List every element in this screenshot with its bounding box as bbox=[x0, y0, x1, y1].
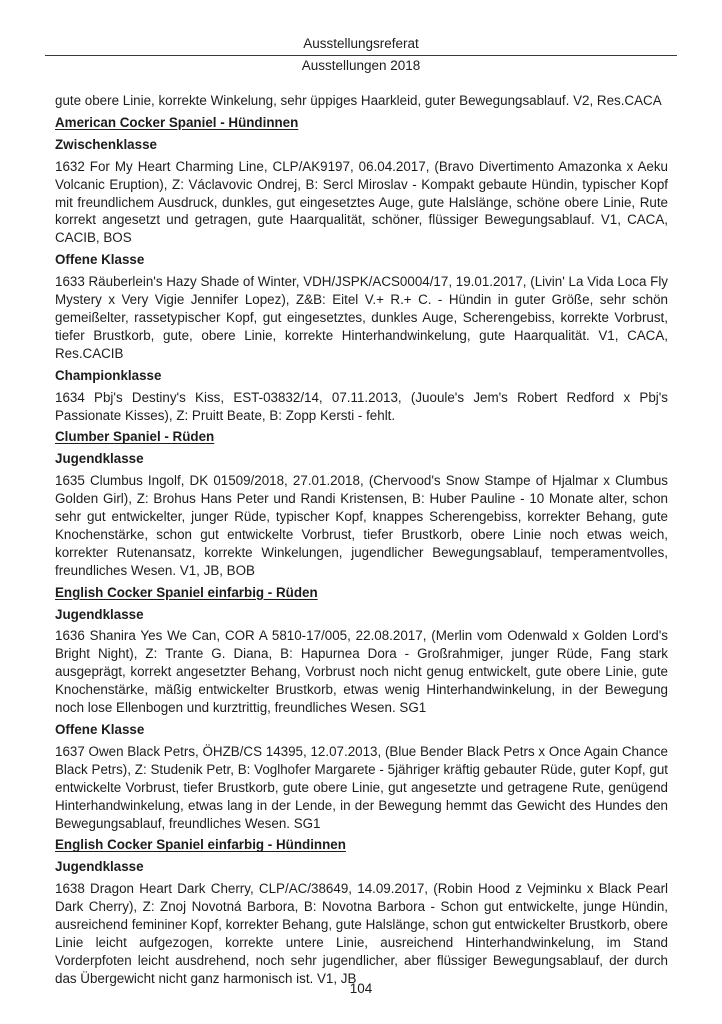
page-body bbox=[55, 92, 668, 988]
header-title: Ausstellungsreferat bbox=[303, 36, 419, 51]
page-footer bbox=[0, 981, 722, 996]
entry-1635-paragraph: 1635 Clumbus Ingolf, DK 01509/2018, 27.01.2018, (Chervood's Snow Stampe of Hjalmar x Clumbus Golden Girl), Z: Brohus Hans Peter und Randi Kristensen, B: Huber Pauline - 10 Monate alter, schon sehr gut entwickelter, junger Rüde, typischer Kopf, knappes Scherengebiss, korrekter Behang, gute Knochenstärke, schon gut entwickelte Vorbrust, tiefer Brustkorb, obere Linie noch etwas weich, korrekter Rutenansatz, korrekte Winkelungen, jugendlicher Bewegungsablauf, temperamentvolles, freundliches Wesen. V1, JB, BOB bbox=[55, 473, 668, 578]
class-heading-zwischenklasse: Zwischenklasse bbox=[55, 136, 157, 152]
class-heading-championklasse: Championklasse bbox=[55, 367, 162, 383]
page-number: 104 bbox=[349, 981, 373, 996]
class-heading-jugendklasse-2: Jugendklasse bbox=[55, 606, 144, 622]
entry-continuation-paragraph: gute obere Linie, korrekte Winkelung, sehr üppiges Haarkleid, guter Bewegungsablauf. V2, Res.CACA bbox=[55, 93, 662, 108]
breed-heading-clumber-spaniel-rueden: Clumber Spaniel - Rüden bbox=[55, 429, 215, 445]
breed-heading-english-cocker-einfarbig-huendinnen: English Cocker Spaniel einfarbig - Hündinnen bbox=[55, 837, 346, 853]
class-heading-jugendklasse-1: Jugendklasse bbox=[55, 451, 144, 467]
class-heading-offene-klasse-2: Offene Klasse bbox=[55, 722, 145, 737]
class-heading-offene-klasse-1: Offene Klasse bbox=[55, 252, 145, 268]
page-header bbox=[0, 0, 722, 74]
class-heading-jugendklasse-3: Jugendklasse bbox=[55, 859, 144, 875]
header-subtitle: Ausstellungen 2018 bbox=[301, 58, 421, 73]
entry-1632-paragraph: 1632 For My Heart Charming Line, CLP/AK9197, 06.04.2017, (Bravo Divertimento Amazonka x Aeku Volcanic Eruption), Z: Václavovic Ondrej, B: Sercl Miroslav - Kompakt gebaute Hündin, typischer Kopf mit freundlichem Ausdruck, dunkles, gut eingesetztes Auge, gute Halslänge, schöne obere Linie, Rute korrekt angesetzt und getragen, gute Haarqualität, schöner, flüssiger Bewegungsablauf. V1, CACA, CACIB, BOS bbox=[55, 158, 668, 246]
breed-heading-english-cocker-einfarbig-rueden: English Cocker Spaniel einfarbig - Rüden bbox=[55, 584, 318, 600]
entry-1638-paragraph: 1638 Dragon Heart Dark Cherry, CLP/AC/38649, 14.09.2017, (Robin Hood z Vejminku x Black Pearl Dark Cherry), Z: Znoj Novotná Barbora, B: Novotna Barbora - Schon gut entwickelte, junge Hündin, ausreichend femininer Kopf, korrekter Behang, gute Halslänge, schon gut entwickelter Brustkorb, obere Linie leicht aufgezogen, korrekte untere Linie, ausreichend Hinterhandwinkelung, im Stand Vorderpfoten leicht ausdrehend, noch sehr jugendlicher, aber flüssiger Bewegungsablauf, der durch das Übergewicht nicht ganz harmonisch ist. V1, JB bbox=[55, 881, 668, 986]
entry-1636-paragraph: 1636 Shanira Yes We Can, COR A 5810-17/005, 22.08.2017, (Merlin vom Odenwald x Golden Lord's Bright Night), Z: Trante G. Diana, B: Hapurnea Dora - Großrahmiger, junger Rüde, Fang stark ausgeprägt, korrekt angesetzter Behang, Vorbrust noch nicht genug entwickelt, gute obere Linie, gute Knochenstärke, mäßig entwickelter Brustkorb, etwas wenig Hinterhandwinkelung, in der Bewegung noch lose Ellenbogen und kurztrittig, freundliches Wesen. SG1 bbox=[55, 628, 668, 716]
entry-1633-paragraph: 1633 Räuberlein's Hazy Shade of Winter, VDH/JSPK/ACS0004/17, 19.01.2017, (Livin' La Vida Loca Fly Mystery x Very Vigie Jennifer Lopez), Z&B: Eitel V.+ R.+ C. - Hündin in guter Größe, sehr schön gemeißelter, rassetypischer Kopf, gut eingesetztes, dunkles Auge, Scherengebiss, korrekte Vorbrust, tiefer Brustkorb, gute, obere Linie, korrekte Hinterhandwinkelung, gute Haarqualität. V1, CACA, Res.CACIB bbox=[55, 274, 669, 361]
entry-1634-paragraph: 1634 Pbj's Destiny's Kiss, EST-03832/14, 07.11.2013, (Juoule's Jem's Robert Redford x Pbj's Passionate Kisses), Z: Pruitt Beate, B: Zopp Kersti - fehlt. bbox=[55, 389, 668, 423]
header-divider bbox=[45, 55, 677, 56]
entry-1637-paragraph: 1637 Owen Black Petrs, ÖHZB/CS 14395, 12.07.2013, (Blue Bender Black Petrs x Once Again Chance Black Petrs), Z: Studenik Petr, B: Voglhofer Margarete - 5jähriger kräftig gebauter Rüde, guter Kopf, gut entwickelte Vorbrust, tiefer Brustkorb, gute obere Linie, gut angesetzte und getragene Rute, genügend Hinterhandwinkelung, etwas lang in der Lende, in der Bewegung hemmt das Gewicht des Hundes den Bewegungsablauf, freundliches Wesen. SG1 bbox=[55, 743, 668, 831]
breed-heading-american-cocker-spaniel-huendinnen: American Cocker Spaniel - Hündinnen bbox=[55, 114, 299, 130]
